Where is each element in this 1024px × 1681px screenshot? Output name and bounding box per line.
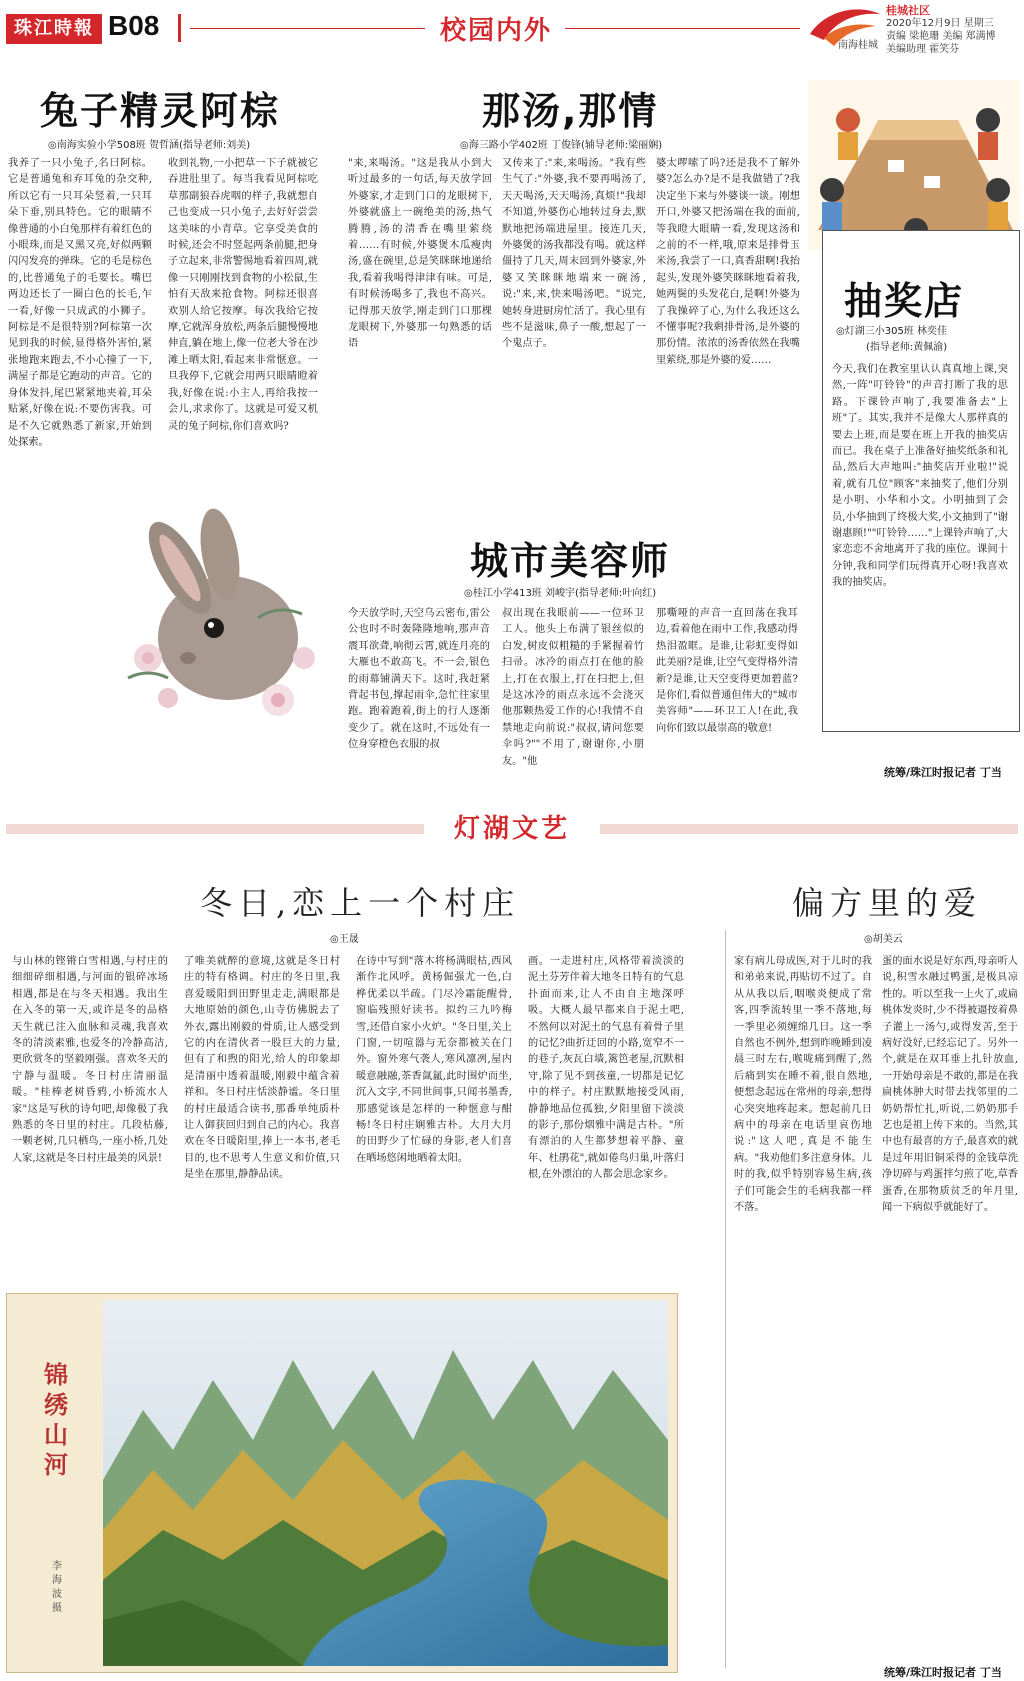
assistant-credit: 美编助理 霍笑芬 [886, 44, 960, 55]
article-body-village-col3: 在诗中写到"落木将杨满眼枯,西风渐作北风呼。黄杨倔强尤一色,白桦优柔以半疏。门尽冷霜能醒骨,窗临残照好读书。拟约三九吟梅雪,还借自家小火炉。"冬日里,关上门窗,一切喧嚣与无奈都被关在门外。窗外寒气袭人,寒风凛冽,屋内暖意融融,茶香氤氲,此时围炉而坐,沉入文字,不同世间事,只闻书墨香,那感觉该是怎样的一种惬意与酣畅!冬日村庄娴雅古朴。大月大月的田野少了忙碌的身影,老人们喜在晒场悠闲地晒着太阳。 [356, 956, 512, 1164]
section-title-middle: 灯湖文艺 [454, 814, 571, 844]
article-title-soup: 那汤,那情 [482, 89, 659, 133]
article-body-recipe-col1: 家有病儿母成医,对于儿时的我和弟弟来说,再贴切不过了。自从从我以后,咽喉炎便成了常客,四季流转里一季不落地,每一季里必须缠绵几日。这一季自然也不例外,想到昨晚睡到凌晨三时左右,喉咙痛到醒了,然后痛到实在睡不着,很自然地,便想念起远在常州的母亲,想得心突突地疼起来。想起前几日病中的母亲在电话里哀伤地说:"这人吧,真是不能生病。"我劝他们多注意身体。儿时的我,似乎特别容易生病,孩子们可能会生的毛病我都一样不落。 [734, 956, 872, 1214]
article-body-rabbit-col1: 我养了一只小兔子,名曰阿棕。它是普通兔和弃耳兔的杂交种,所以它有一只耳朵竖着,一只耳朵下垂,别具特色。它的眼睛不像普通的小白兔那样有着红色的小眼珠,而是又黑又亮,好似两颗闪闪发亮的弹珠。它的毛是棕色的,比普通兔子的毛要长。嘴巴两边还长了一圈白色的长毛,乍一看,好像一只成武的小狮子。阿棕是不是很特别?阿棕第一次见到我的时候,显得格外害怕,紧张地跑来跑去,不小心撞了一下,满屋子都是它跑动的声音。它的身体发抖,尾巴紧紧地夹着,耳朵贴紧,好像在说:不要伤害我。可是不久它就熟悉了新家,开始到处探索。 [8, 158, 152, 448]
article-body-recipe-col2: 蛋的面水说是好东西,母亲听人说,积雪水融过鸭蛋,是极具凉性的。听以至我一上火了,或扁桃体发炎时,少不得被逼按着鼻子灌上一汤勺,或得发苦,至于病好没好,已经忘记了。另外一个,就是在双耳垂上扎针放血,一开始母亲是不敢的,都是在我扁桃体肿大时带去找邻里的二奶奶帮忙扎,听说,二奶奶那手艺也是祖上传下来的。当然,其中也有最喜的方子,最喜欢的就是过年用旧铜采得的金钱草洗净切碎与鸡蛋拌匀煎了吃,草香蛋香,在那物质贫乏的年月里,闻一下病似乎就能好了。 [882, 956, 1018, 1214]
section-band-right [600, 824, 1018, 834]
header-rule-left [190, 28, 425, 29]
brand-name: 南海桂城 [838, 40, 878, 51]
issue-date: 2020年12月9日 星期三 [886, 18, 994, 29]
byline-lottery-teacher: (指导老师:黄佩渝) [866, 342, 948, 353]
page-number: B08 [108, 10, 160, 41]
article-body-village-col1: 与山林的铿锵白雪相遇,与村庄的细细碎细相遇,与河面的银碎冰场相遇,都是在与冬天相遇。我出生在入冬的第一天,或许是冬的品格天生就已注入血脉和灵魂,我喜欢冬的清淡素雅,也爱冬的冷静高洁,更欣赏冬的坚毅刚强。喜欢冬天的宁静与温暖。冬日村庄清丽温暖。"桂棒老树昏鸦,小桥流水人家"这是写秋的诗句吧,却像极了我熟悉的冬日里的村庄。几段枯藤,一颗老树,几只栖鸟,一座小桥,几处人家,这就是冬日村庄最美的风景! [12, 956, 168, 1164]
header-rule-right [565, 28, 800, 29]
classroom-illustration [808, 80, 1020, 250]
article-body-soup-col1: "来,来喝汤。"这是我从小到大听过最多的一句话,每天放学回外婆家,才走到门口的龙眼树下,外婆就盛上一碗绝美的汤,热气腾腾,汤的清香在嘴里萦绕着……有时候,外婆煲木瓜瘦肉汤,盛在碗里,总是笑眯眯地递给我,看着我喝得津津有味。可是,有时候汤喝多了,我也不高兴。记得那天放学,刚走到门口那棵龙眼树下,外婆那一句熟悉的话语 [348, 158, 492, 350]
article-title-lottery: 抽奖店 [844, 279, 965, 323]
article-title-rabbit: 兔子精灵阿棕 [40, 89, 281, 133]
article-body-beautician-col2: 叔出现在我眼前——一位环卫工人。他头上布满了银丝似的白发,树皮似粗糙的手紧握着竹扫帚。冰冷的雨点打在他的脸上,打在衣服上,打在扫把上,但是这冰冷的雨点永远不会浇灭他那颗热爱工作的心!我情不自禁地走向前说:"叔叔,请问您要伞吗?""不用了,谢谢你,小朋友。"他 [502, 608, 644, 766]
section-band-left [6, 824, 424, 834]
credits-block [886, 4, 1022, 56]
article-body-village-col4: 画。一走进村庄,风格带着淡淡的泥土芬芳伴着大地冬日特有的气息扑面而来,让人不由自主地深呼吸。大概人最早都来自于泥土吧,不然何以对泥土的气息有着骨子里的记忆?曲折迂回的小路,宽窄不一的巷子,灰瓦白墙,篱笆老屋,沉默相守,除了见不到孩童,一切都是记忆中的样子。村庄默默地接受风雨,静静地品位孤独,夕阳里留下淡淡的影子,那份烟雅中满是古朴。"所有漂泊的人生都梦想着平静、童年、杜鹃花",就如倦鸟归巢,叶落归根,在外漂泊的人都会思念家乡。 [528, 956, 684, 1181]
section-title: 校园内外 [440, 16, 553, 46]
landscape-photo [103, 1300, 668, 1666]
byline-village: ◎王晟 [330, 934, 359, 945]
reporter-credit-bottom: 统筹/珠江时报记者 丁当 [884, 1666, 1002, 1679]
byline-soup: ◎海三路小学402班 丁俊锋(辅导老师:梁丽娴) [460, 140, 663, 151]
article-body-beautician-col3: 那嘶哑的声音一直回荡在我耳边,看着他在雨中工作,我感动得热泪盈眶。是谁,让彩虹变得如此美丽?是谁,让空气变得格外清新?是谁,让天空变得更加碧蓝?是你们,看似普通但伟大的"城市美容师"——环卫工人!在此,我向你们致以最崇高的敬意! [656, 608, 798, 734]
article-title-beautician: 城市美容师 [470, 539, 671, 583]
byline-recipe: ◎胡美云 [864, 934, 903, 945]
byline-beautician: ◎桂江小学413班 刘峻宇(指导老师:叶向红) [464, 588, 657, 599]
article-title-recipe: 偏方里的爱 [792, 884, 983, 922]
editor-credit: 责编 梁艳珊 美编 郑满博 [886, 31, 996, 42]
article-body-lottery: 今天,我们在教室里认认真真地上课,突然,一阵"叮铃铃"的声音打断了我的思路。下课铃声响了,我要准备去"上班"了。其实,我并不是像大人那样真的要去上班,而是要在班上开我的抽奖店而已。我在桌子上准备好抽奖纸条和礼品,然后大声地叫:"抽奖店开业啦!"说着,就有几位"顾客"来抽奖了,他们分别是小明、小华和小文。小明抽到了会员,小华抽到了终极大奖,小文抽到了"谢谢惠顾!""叮铃铃……"上课铃声响了,大家恋恋不舍地离开了我的座位。课间十分钟,我和同学们玩得真开心呀!我喜欢我的抽奖店。 [832, 364, 1008, 589]
byline-rabbit: ◎南海实验小学508班 贺哲涵(指导老师:刘美) [48, 140, 251, 151]
reporter-credit-top: 统筹/珠江时报记者 丁当 [884, 766, 1002, 779]
newspaper-logo: 珠江時報 [6, 14, 102, 44]
landscape-label: 锦绣山河 [44, 1360, 68, 1479]
article-body-village-col2: 了唯美就醉的意境,这就是冬日村庄的特有格调。村庄的冬日里,我喜爱暖阳到田野里走走,满眼都是大地原始的颜色,山寺仿佛脱去了外衣,露出刚毅的骨质,让人感受到它的内在清伙者一股巨大的力量,但有了和煦的阳光,给人的印象却是清丽中透着温暖,刚毅中蕴含着祥和。冬日村庄恬淡静谧。冬日里的村庄最适合读书,那番单纯质朴让人御获回归到自己的内心。我喜欢在冬日暖阳里,捧上一本书,老毛目的,也不思考人生意义和价值,只是坐在那里,静静品读。 [184, 956, 340, 1181]
article-body-soup-col3: 婆太啰嗦了吗?还是我不了解外婆?怎么办?是不是我做错了?我决定坐下来与外婆谈一谈。刚想开口,外婆又把汤端在我的面前,等我瞪大眼睛一看,发现这汤和之前的不一样,哦,原来是排骨玉米汤,我尝了一口,真香甜啊!我抬起头,发现外婆笑眯眯地看着我,她两鬓的头发花白,是啊!外婆为了我操碎了心,为什么我还这么不懂事呢?我剩排骨汤,是外婆的那份情。浓浓的汤香依然在我嘴里萦绕,那是外婆的爱…… [656, 158, 800, 366]
article-body-rabbit-col2: 收到礼物,一小把草一下子就被它吞进肚里了。每当我看见阿棕吃草那副狼吞虎咽的样子,我就想自己也变成一只小兔子,去好好尝尝这美味的小青草。它享受美食的时候,还会不时竖起两条前腿,把身子立起来,非常警惕地看着四周,就像一只刚刚找到食物的小松鼠,生怕有天敌来抢食物。阿棕还很喜欢别人给它按摩。每次我给它按摩,它就浑身放松,两条后腿慢慢地伸直,躺在地上,像一位老大爷在沙滩上晒太阳,看起来非常惬意。一旦我停下,它就会用两只眼睛瞪着我,好像在说:小主人,再给我按一会儿,求求你了。这就是可爱又机灵的兔子阿棕,你们喜欢吗? [168, 158, 318, 432]
column-divider [725, 930, 726, 1668]
rabbit-illustration [108, 508, 332, 722]
article-body-soup-col2: 又传来了:"来,来喝汤。"我有些生气了:"外婆,我不要再喝汤了,天天喝汤,天天喝汤,真烦!"我却不知道,外婆伤心地转过身去,默默地把汤端进屋里。接连几天,外婆煲的汤我都没有喝。就这样僵持了几天,周末回到外婆家,外婆又笑眯眯地端来一碗汤,说:"来,来,快来喝汤吧。"说完,她转身进厨房忙活了。我心里有些不是滋味,鼻子一酸,想起了一个鬼点子。 [502, 158, 646, 350]
article-body-beautician-col1: 今天放学时,天空乌云密布,雷公公也时不时轰隆隆地响,那声音震耳欲聋,响彻云霄,就连月亮的大雁也不敢高飞。不一会,银色的雨幕铺满天下。这时,我赶紧背起书包,撑起雨伞,急忙往家里跑。跑着跑着,街上的行人逐渐变少了。就在这时,不远处有一位身穿橙色衣服的叔 [348, 608, 490, 751]
byline-lottery: ◎灯湖三小305班 林奕佳 [836, 326, 947, 337]
column-tag: 桂城社区 [886, 4, 930, 17]
article-title-village: 冬日,恋上一个村庄 [200, 884, 521, 922]
photo-credit: 李海波 摄 [52, 1561, 62, 1614]
header-accent-bar [178, 14, 181, 42]
